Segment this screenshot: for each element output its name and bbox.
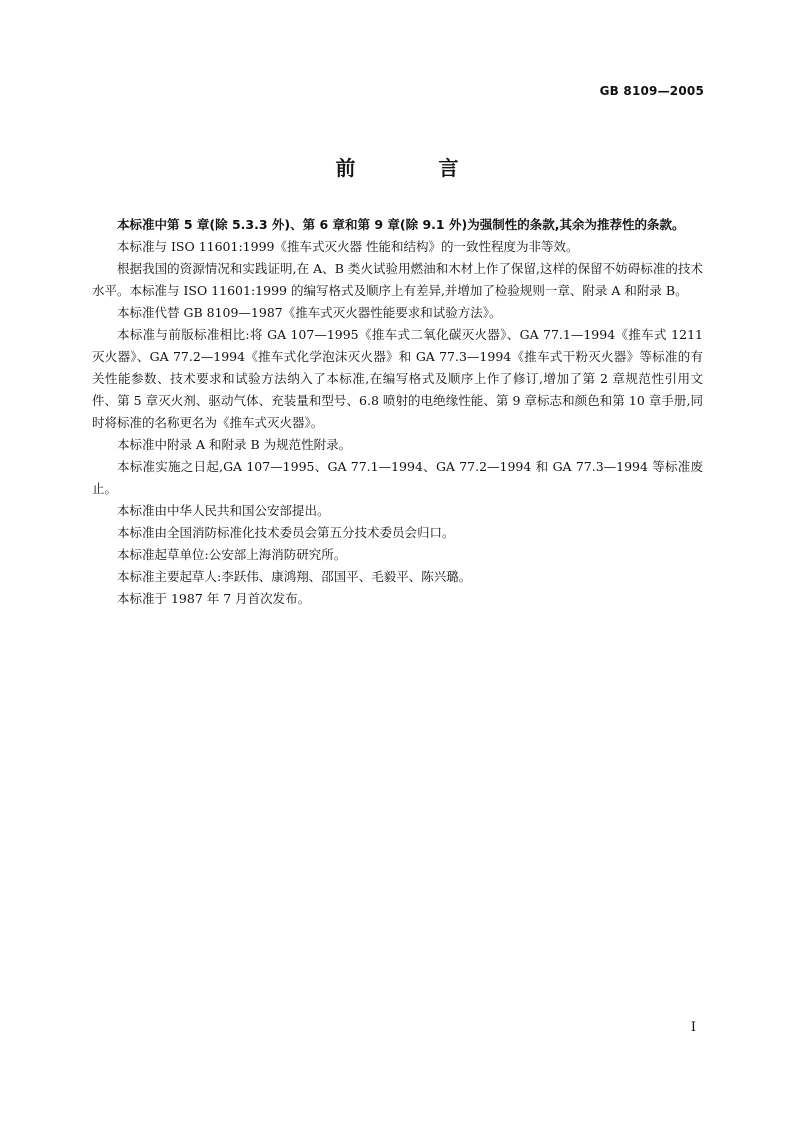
preface-paragraph: 本标准于 1987 年 7 月首次发布。 <box>117 591 311 606</box>
preface-paragraph: 本标准起草单位:公安部上海消防研究所。 <box>117 547 347 562</box>
preface-paragraph: 本标准主要起草人:李跃伟、康鸿翔、邵国平、毛毅平、陈兴璐。 <box>117 569 472 584</box>
preface-paragraph: 本标准与 ISO 11601:1999《推车式灭火器 性能和结构》的一致性程度为非等效。 <box>117 239 579 254</box>
preface-paragraph: 本标准实施之日起,GA 107—1995、GA 77.1—1994、GA 77.2—1994 和 GA 77.3—1994 等标准废止。 <box>92 459 703 496</box>
page-number: I <box>690 1020 696 1035</box>
preface-paragraph: 本标准中第 5 章(除 5.3.3 外)、第 6 章和第 9 章(除 9.1 外)为强制性的条款,其余为推荐性的条款。 <box>117 217 685 232</box>
preface-paragraph: 根据我国的资源情况和实践证明,在 A、B 类火试验用燃油和木材上作了保留,这样的保留不妨碍标准的技术水平。本标准与 ISO 11601:1999 的编写格式及顺序上有差异,并增加了检验规则一章、附录 A 和附录 B。 <box>92 261 703 298</box>
page-title: 前 言 <box>335 156 497 180</box>
preface-paragraph: 本标准与前版标准相比:将 GA 107—1995《推车式二氧化碳灭火器》、GA 77.1—1994《推车式 1211 灭火器》、GA 77.2—1994《推车式化学泡沫灭火器》和 GA 77.3—1994《推车式干粉灭火器》等标准的有关性能参数、技术要求和试验方法纳入了本标准,在编写格式及顺序上作了修订,增加了第 2 章规范性引用文件、第 5 章灭火剂、驱动气体、充装量和型号、6.8 喷射的电绝缘性能、第 9 章标志和颜色和第 10 章手册,同时将标准的名称更名为《推车式灭火器》。 <box>92 327 703 430</box>
standard-code: GB 8109—2005 <box>599 84 704 98</box>
preface-body <box>92 214 703 610</box>
preface-paragraph: 本标准中附录 A 和附录 B 为规范性附录。 <box>117 437 352 452</box>
preface-paragraph: 本标准由中华人民共和国公安部提出。 <box>117 503 330 518</box>
preface-paragraph: 本标准由全国消防标准化技术委员会第五分技术委员会归口。 <box>117 525 455 540</box>
preface-paragraph: 本标准代替 GB 8109—1987《推车式灭火器性能要求和试验方法》。 <box>117 305 502 320</box>
